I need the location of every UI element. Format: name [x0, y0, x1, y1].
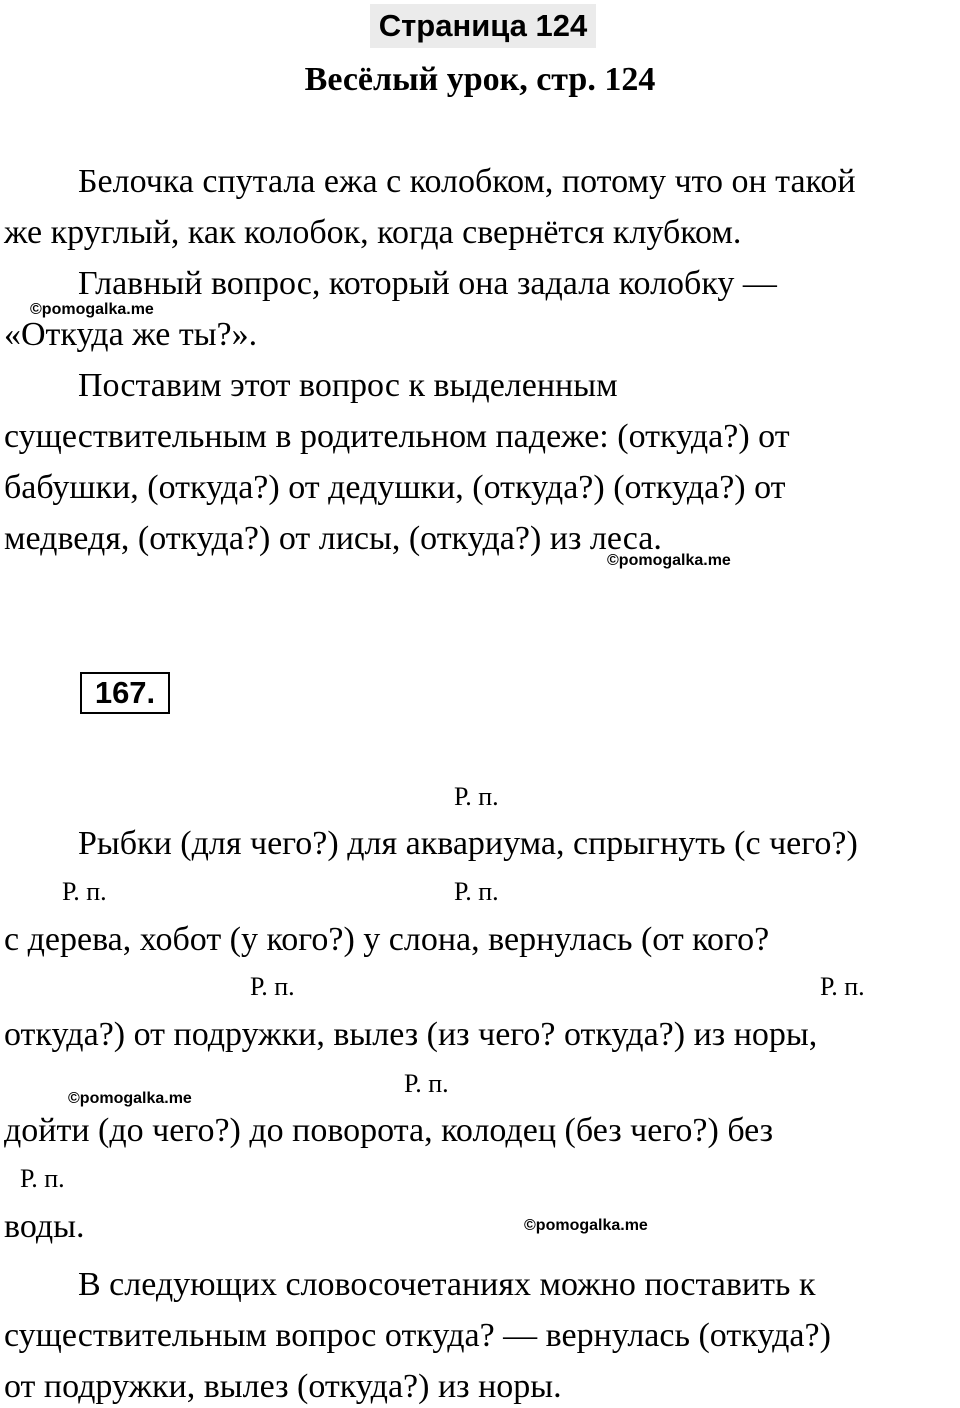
case-label: Р. п.	[250, 972, 295, 1001]
task-line: Рыбки (для чего?) для аквариума, спрыгнуть (с чего?)	[78, 825, 858, 862]
case-label: Р. п.	[62, 877, 107, 906]
conclusion-line: от подружки, вылез (откуда?) из норы.	[4, 1368, 562, 1405]
watermark: ©pomogalka.me	[607, 552, 731, 569]
watermark: ©pomogalka.me	[68, 1090, 192, 1107]
page-label: Страница 124	[370, 4, 596, 48]
case-label: Р. п.	[404, 1069, 449, 1098]
intro-line: Белочка спутала ежа с колобком, потому что он такой	[78, 163, 856, 200]
watermark: ©pomogalka.me	[524, 1217, 648, 1234]
case-label: Р. п.	[820, 972, 865, 1001]
intro-line: Главный вопрос, который она задала колобку —	[78, 265, 777, 302]
conclusion-line: В следующих словосочетаниях можно поставить к	[78, 1266, 816, 1303]
task-line: воды.	[4, 1208, 85, 1245]
case-label: Р. п.	[20, 1164, 65, 1193]
watermark: ©pomogalka.me	[30, 301, 154, 318]
intro-line: существительным в родительном падеже: (откуда?) от	[4, 418, 790, 455]
task-line: с дерева, хобот (у кого?) у слона, вернулась (от кого?	[4, 921, 770, 958]
task-line: дойти (до чего?) до поворота, колодец (без чего?) без	[4, 1112, 774, 1149]
intro-line: же круглый, как колобок, когда свернётся клубком.	[4, 214, 742, 251]
task-line: откуда?) от подружки, вылез (из чего? откуда?) из норы,	[4, 1016, 818, 1053]
case-label: Р. п.	[454, 782, 499, 811]
lesson-subtitle: Весёлый урок, стр. 124	[304, 61, 656, 98]
conclusion-line: существительным вопрос откуда? — вернулась (откуда?)	[4, 1317, 831, 1354]
intro-line: «Откуда же ты?».	[4, 316, 258, 353]
intro-line: Поставим этот вопрос к выделенным	[78, 367, 618, 404]
intro-line: бабушки, (откуда?) от дедушки, (откуда?) (откуда?) от	[4, 469, 786, 506]
task-number: 167.	[80, 672, 170, 714]
intro-line: медведя, (откуда?) от лисы, (откуда?) из леса.	[4, 520, 662, 557]
case-label: Р. п.	[454, 877, 499, 906]
